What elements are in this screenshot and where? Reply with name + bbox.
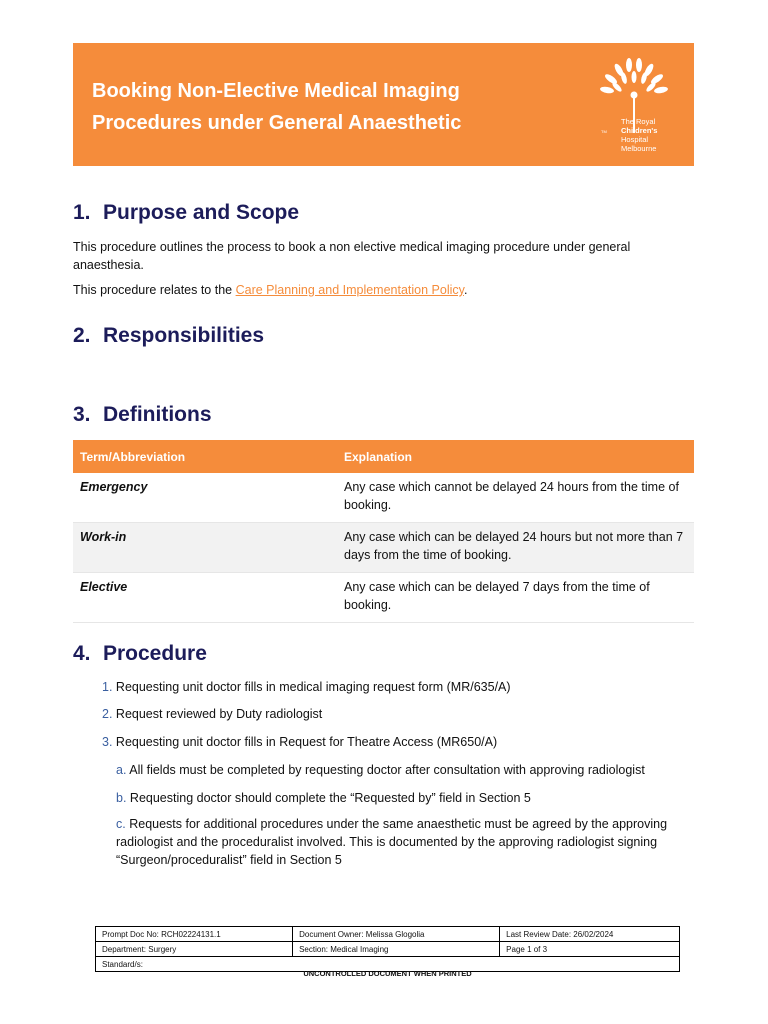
title-line-1: Booking Non-Elective Medical Imaging xyxy=(92,80,460,102)
explanation-cell: Any case which can be delayed 24 hours but not more than 7 days from the time of booking. xyxy=(337,523,694,573)
table-header-row xyxy=(73,440,694,473)
department: Department: Surgery xyxy=(96,942,293,957)
section-heading-procedure: 4. Procedure xyxy=(73,642,207,665)
page-number: Page 1 of 3 xyxy=(500,942,680,957)
list-item: 1. Requesting unit doctor fills in medical imaging request form (MR/635/A) xyxy=(102,680,511,694)
section-name: Section: Medical Imaging xyxy=(293,942,500,957)
term-cell: Elective xyxy=(73,573,337,623)
list-item: a. All fields must be completed by requesting doctor after consultation with approving radiologist xyxy=(116,763,645,777)
term-cell: Emergency xyxy=(73,473,337,523)
explanation-cell: Any case which can be delayed 7 days from the time of booking. xyxy=(337,573,694,623)
list-item: 2. Request reviewed by Duty radiologist xyxy=(102,707,323,721)
hospital-name: The Royal Children's Hospital Melbourne xyxy=(621,117,658,153)
table-row xyxy=(73,523,694,573)
section-heading-responsibilities: 2. Responsibilities xyxy=(73,324,265,347)
policy-reference: This procedure relates to the Care Planning and Implementation Policy. xyxy=(73,283,468,297)
list-item: c. Requests for additional procedures under the same anaesthetic must be agreed by the approving radiologist and the proceduralist involved. This is documented by the approving radiologist signing “Surgeon/proceduralist” field in Section 5 xyxy=(116,817,668,867)
list-item: b. Requesting doctor should complete the “Requested by” field in Section 5 xyxy=(116,791,531,805)
column-header-explanation: Explanation xyxy=(337,440,694,473)
column-header-term: Term/Abbreviation xyxy=(73,440,337,473)
purpose-paragraph: This procedure outlines the process to book a non elective medical imaging procedure under general anaesthesia. xyxy=(73,240,631,272)
document-title xyxy=(92,75,552,139)
section-heading-purpose: 1. Purpose and Scope xyxy=(73,201,300,224)
standards: Standard/s: xyxy=(96,957,680,972)
document-owner: Document Owner: Melissa Glogolia xyxy=(293,927,500,942)
review-date: Last Review Date: 26/02/2024 xyxy=(500,927,680,942)
uncontrolled-notice: UNCONTROLLED DOCUMENT WHEN PRINTED xyxy=(303,969,472,978)
header-banner: Booking Non-Elective Medical Imaging Procedures under General Anaesthetic TM The Royal Children's Hospital Melbourne xyxy=(73,43,694,166)
document-control-table xyxy=(95,926,680,972)
title-line-2: Procedures under General Anaesthetic xyxy=(92,112,462,134)
doc-number: Prompt Doc No: RCH02224131.1 xyxy=(96,927,293,942)
section-heading-definitions: 3. Definitions xyxy=(73,403,212,426)
definitions-table xyxy=(73,440,694,623)
policy-link[interactable]: Care Planning and Implementation Policy xyxy=(235,283,464,297)
explanation-cell: Any case which cannot be delayed 24 hours from the time of booking. xyxy=(337,473,694,523)
table-row xyxy=(73,473,694,523)
table-row xyxy=(73,573,694,623)
term-cell: Work-in xyxy=(73,523,337,573)
list-item: 3. Requesting unit doctor fills in Request for Theatre Access (MR650/A) xyxy=(102,735,498,749)
